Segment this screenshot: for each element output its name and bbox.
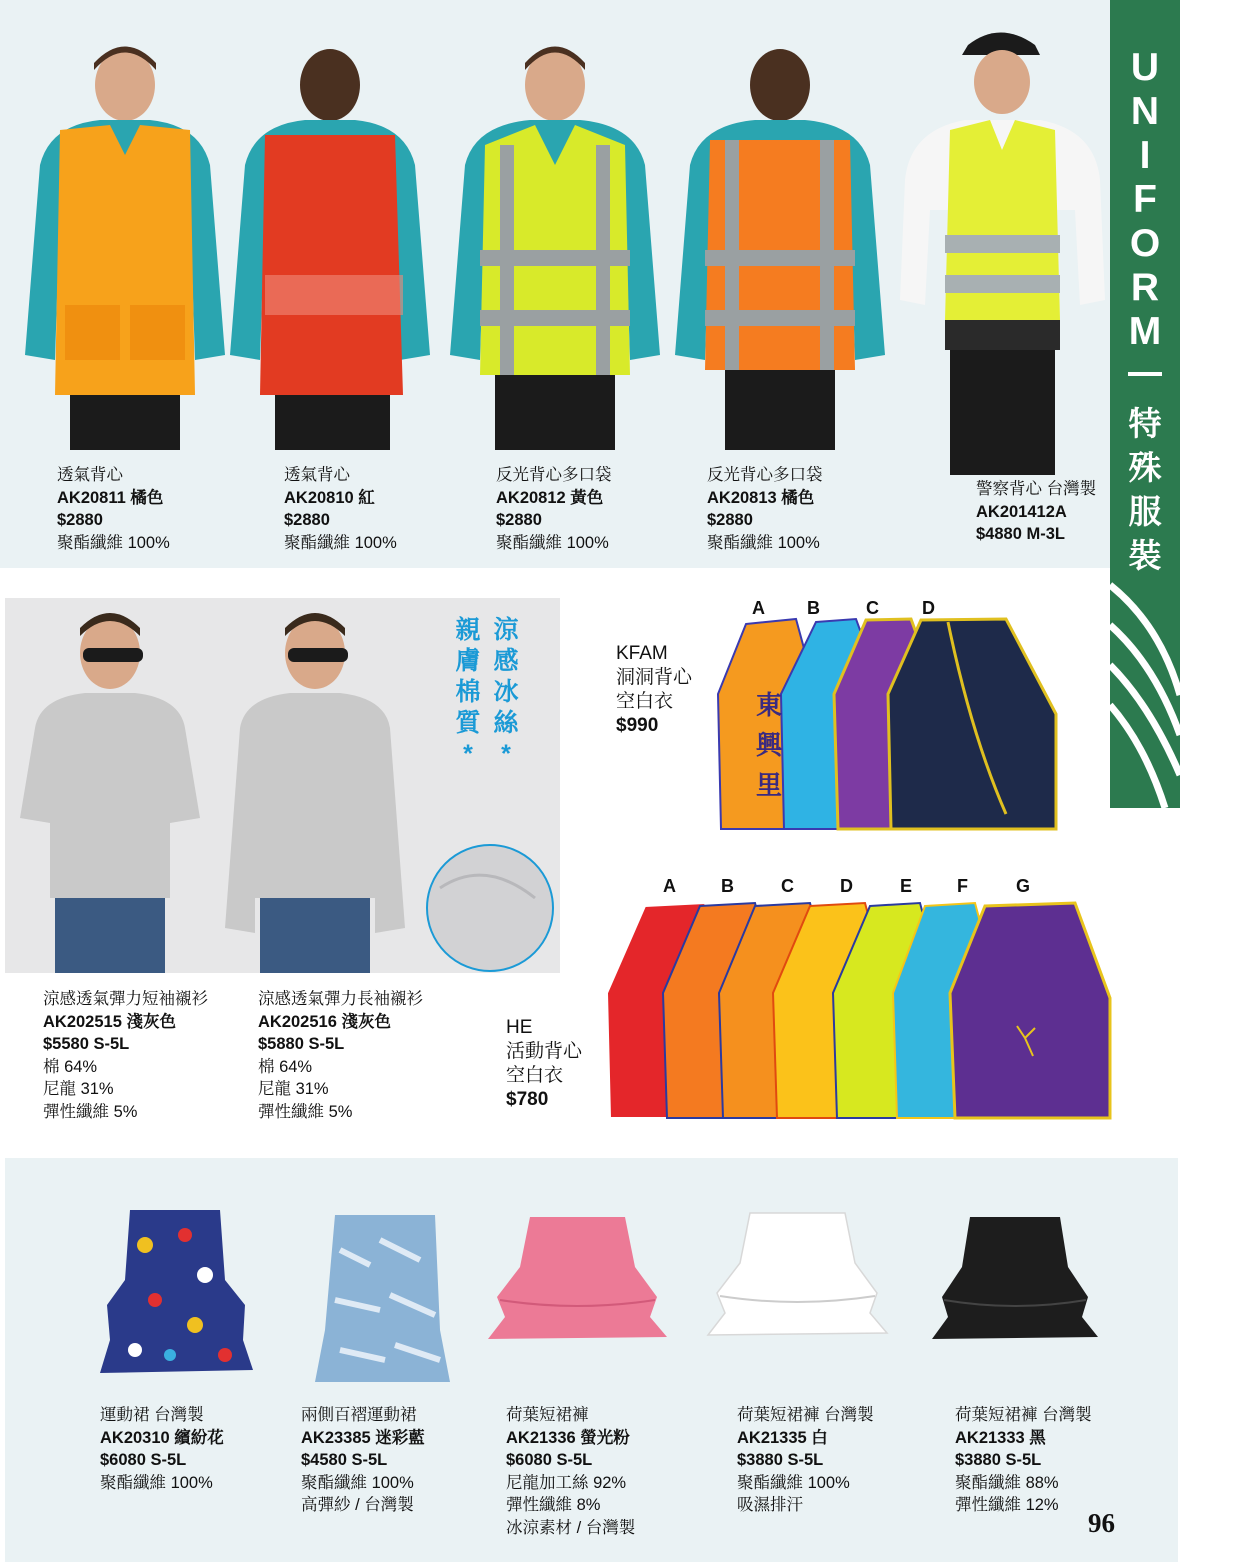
product-code: AK21335 白 xyxy=(737,1428,828,1447)
product-material: 冰涼素材 / 台灣製 xyxy=(506,1518,636,1537)
product-code: AK202516 淺灰色 xyxy=(258,1012,391,1031)
product-photo-ak20812 xyxy=(440,25,670,450)
sidebar-category-char: 特 xyxy=(1128,404,1162,443)
product-price: $3880 S-5L xyxy=(737,1451,824,1469)
product-code: AK21336 螢光粉 xyxy=(506,1428,630,1447)
product-caption xyxy=(100,1404,224,1494)
product-material: 彈性纖維 8% xyxy=(506,1496,601,1514)
sidebar-letter: I xyxy=(1139,134,1151,177)
kfam-print-char: 興 xyxy=(756,731,783,761)
product-material: 高彈紗 / 台灣製 xyxy=(301,1496,414,1514)
variant-letter: B xyxy=(721,876,734,896)
variant-letter: F xyxy=(957,876,968,896)
variant-letter: C xyxy=(866,598,879,618)
product-photo-ak20310 xyxy=(95,1205,255,1380)
he-caption xyxy=(506,1016,582,1112)
page-number: 96 xyxy=(1088,1508,1115,1538)
product-photo-ak23385 xyxy=(310,1210,460,1390)
product-material: 尼龍 31% xyxy=(258,1080,329,1098)
product-name: 涼感透氣彈力短袖襯衫 xyxy=(43,990,208,1008)
product-caption xyxy=(43,988,208,1123)
kfam-price: $990 xyxy=(616,715,659,736)
sidebar-letter: N xyxy=(1130,90,1160,133)
product-name: 警察背心 台灣製 xyxy=(976,480,1097,498)
sidebar-uniform-letters xyxy=(1110,46,1180,354)
variant-letter: C xyxy=(781,876,794,896)
product-photo-ak21333 xyxy=(930,1212,1100,1342)
product-material: 彈性纖維 12% xyxy=(955,1496,1059,1514)
product-caption xyxy=(707,464,823,554)
slogan-column-2 xyxy=(491,615,521,770)
variant-letter: D xyxy=(840,876,853,896)
variant-letter: D xyxy=(922,598,935,618)
product-photo-ak202515 xyxy=(5,598,215,973)
product-price: $4580 S-5L xyxy=(301,1451,388,1469)
product-caption xyxy=(301,1404,425,1517)
slogan-char: 質 xyxy=(455,709,481,737)
product-material: 彈性纖維 5% xyxy=(43,1102,138,1121)
product-name: 透氣背心 xyxy=(284,466,350,484)
product-code: AK20813 橘色 xyxy=(707,488,815,507)
sidebar-letter: R xyxy=(1130,266,1160,309)
product-name: 荷葉短裙褲 台灣製 xyxy=(955,1406,1092,1424)
product-code: AK21333 黑 xyxy=(955,1428,1046,1447)
product-price: $5580 S-5L xyxy=(43,1035,130,1053)
product-material: 吸濕排汗 xyxy=(737,1496,803,1514)
product-code: AK20812 黃色 xyxy=(496,488,604,507)
product-photo-ak21335 xyxy=(705,1208,890,1338)
slogan-char: 親 xyxy=(455,616,481,644)
product-price: $2880 xyxy=(707,511,753,529)
product-code: AK201412A xyxy=(976,502,1067,521)
product-material: 聚酯纖維 100% xyxy=(57,533,170,552)
product-code: AK23385 迷彩藍 xyxy=(301,1428,425,1447)
slogan-char: * xyxy=(463,740,473,768)
kfam-vests-photo xyxy=(716,614,1060,832)
product-name: 反光背心多口袋 xyxy=(707,466,823,484)
slogan-char: * xyxy=(501,740,511,768)
product-photo-ak20811 xyxy=(20,25,230,450)
slogan-char: 棉 xyxy=(455,678,481,706)
kfam-line: 空白衣 xyxy=(616,691,674,712)
product-price: $3880 S-5L xyxy=(955,1451,1042,1469)
product-price: $6080 S-5L xyxy=(100,1451,187,1469)
product-material: 聚酯纖維 100% xyxy=(301,1473,414,1492)
slogan-column-1 xyxy=(453,615,483,770)
slogan-char: 感 xyxy=(493,647,519,675)
product-caption xyxy=(955,1404,1092,1517)
product-material: 彈性纖維 5% xyxy=(258,1102,353,1121)
slogan-char: 膚 xyxy=(455,647,481,675)
product-caption xyxy=(506,1404,635,1539)
sidebar-letter: O xyxy=(1129,222,1161,265)
product-price: $2880 xyxy=(496,511,542,529)
product-material: 尼龍 31% xyxy=(43,1080,114,1098)
variant-letter: A xyxy=(663,876,676,896)
he-line: HE xyxy=(506,1017,533,1038)
slogan-char: 絲 xyxy=(493,709,519,737)
product-price: $2880 xyxy=(57,511,103,529)
he-line: 活動背心 xyxy=(506,1041,583,1062)
sidebar-letter: U xyxy=(1130,46,1160,89)
slogan-char: 涼 xyxy=(493,616,519,644)
product-name: 透氣背心 xyxy=(57,466,123,484)
product-material: 聚酯纖維 88% xyxy=(955,1473,1059,1492)
kfam-print-char: 東 xyxy=(756,691,783,721)
product-code: AK20810 紅 xyxy=(284,488,375,507)
product-caption xyxy=(57,464,170,554)
product-material: 尼龍加工絲 92% xyxy=(506,1473,627,1492)
variant-letter: G xyxy=(1016,876,1031,896)
product-caption xyxy=(737,1404,874,1517)
product-price: $2880 xyxy=(284,511,330,529)
variant-letter: B xyxy=(807,598,820,618)
product-name: 運動裙 台灣製 xyxy=(100,1406,204,1424)
product-caption xyxy=(258,988,423,1123)
product-material: 棉 64% xyxy=(258,1057,313,1076)
category-sidebar xyxy=(1110,0,1180,808)
sidebar-letter: M xyxy=(1128,310,1162,353)
kfam-line: KFAM xyxy=(616,643,668,664)
product-name: 荷葉短裙褲 台灣製 xyxy=(737,1406,874,1424)
product-material: 聚酯纖維 100% xyxy=(100,1473,213,1492)
product-name: 涼感透氣彈力長袖襯衫 xyxy=(258,990,423,1008)
product-material: 聚酯纖維 100% xyxy=(496,533,609,552)
product-photo-ak20813 xyxy=(670,25,890,450)
he-line: 空白衣 xyxy=(506,1065,564,1086)
product-price: $4880 M-3L xyxy=(976,525,1065,543)
product-code: AK20310 繽紛花 xyxy=(100,1428,224,1447)
he-vests-photo xyxy=(605,898,1115,1123)
sidebar-category-char: 殊 xyxy=(1128,448,1162,487)
product-material: 聚酯纖維 100% xyxy=(284,533,397,552)
product-material: 棉 64% xyxy=(43,1057,98,1076)
sidebar-letter: F xyxy=(1133,178,1157,221)
product-name: 荷葉短裙褲 xyxy=(506,1406,589,1424)
product-price: $6080 S-5L xyxy=(506,1451,593,1469)
kfam-line: 洞洞背心 xyxy=(616,667,693,688)
product-material: 聚酯纖維 100% xyxy=(737,1473,850,1492)
product-caption xyxy=(976,478,1096,546)
he-price: $780 xyxy=(506,1089,549,1110)
sidebar-category-char: 服 xyxy=(1128,492,1162,531)
product-code: AK20811 橘色 xyxy=(57,488,164,507)
variant-letter: E xyxy=(900,876,913,896)
product-price: $5880 S-5L xyxy=(258,1035,345,1053)
product-photo-ak201412a xyxy=(890,20,1110,475)
product-photo-ak20810 xyxy=(225,25,440,450)
sidebar-dash xyxy=(1128,372,1162,376)
kfam-print-char: 里 xyxy=(756,771,783,801)
variant-letter: A xyxy=(752,598,765,618)
product-name: 兩側百褶運動裙 xyxy=(301,1406,417,1424)
product-name: 反光背心多口袋 xyxy=(496,466,612,484)
sidebar-category-title xyxy=(1110,402,1180,578)
kfam-caption xyxy=(616,642,692,738)
product-caption xyxy=(496,464,612,554)
slogan-char: 冰 xyxy=(493,678,519,706)
product-photo-ak21336 xyxy=(485,1212,670,1342)
product-caption xyxy=(284,464,397,554)
sidebar-curve-decoration xyxy=(1110,565,1180,808)
sidebar-category-char: 裝 xyxy=(1128,536,1162,575)
product-material: 聚酯纖維 100% xyxy=(707,533,820,552)
product-code: AK202515 淺灰色 xyxy=(43,1012,176,1031)
